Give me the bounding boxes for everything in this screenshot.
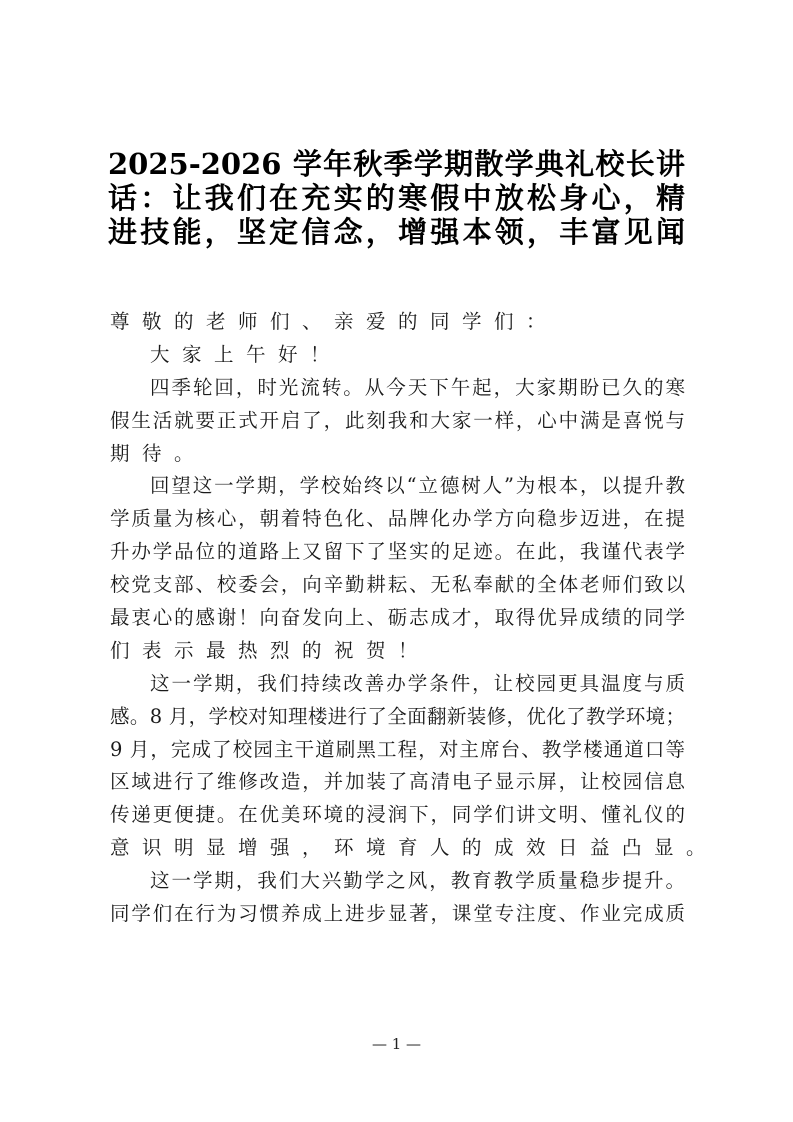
page-number: — 1 — bbox=[371, 1035, 422, 1053]
body-line: 四季轮回，时光流转。从今天下午起，大家期盼已久的寒 bbox=[150, 375, 685, 399]
body-line: 区域进行了维修改造，并加装了高清电子显示屏，让校园信息 bbox=[110, 770, 685, 794]
body-line: 9 月，完成了校园主干道刷黑工程，对主席台、教学楼通道口等 bbox=[110, 737, 685, 761]
body-line: 这一学期，我们大兴勤学之风，教育教学质量稳步提升。 bbox=[150, 869, 685, 893]
body-line: 大家上午好！ bbox=[150, 342, 343, 366]
body-line: 回望这一学期，学校始终以“立德树人”为根本，以提升教 bbox=[150, 474, 685, 498]
title-line-2: 话：让我们在充实的寒假中放松身心，精 bbox=[108, 181, 685, 215]
title-line-3: 进技能，坚定信念，增强本领，丰富见闻 bbox=[108, 215, 685, 249]
body-line: 假生活就要正式开启了，此刻我和大家一样，心中满是喜悦与 bbox=[110, 408, 685, 432]
body-line: 们表示最热烈的祝贺！ bbox=[110, 638, 431, 662]
body-line: 感。8 月，学校对知理楼进行了全面翻新装修，优化了教学环境； bbox=[110, 704, 685, 728]
body-line: 意识明显增强，环境育人的成效日益凸显。 bbox=[110, 836, 719, 860]
body-line: 同学们在行为习惯养成上进步显著，课堂专注度、作业完成质 bbox=[110, 902, 685, 926]
body-line: 最衷心的感谢！向奋发向上、砺志成才，取得优异成绩的同学 bbox=[110, 606, 685, 630]
body-line: 这一学期，我们持续改善办学条件，让校园更具温度与质 bbox=[150, 671, 685, 695]
body-line: 传递更便捷。在优美环境的浸润下，同学们讲文明、懂礼仪的 bbox=[110, 803, 685, 827]
body-line: 期待。 bbox=[110, 441, 207, 465]
title-line-1: 2025-2026 学年秋季学期散学典礼校长讲 bbox=[108, 147, 685, 181]
body-line: 尊敬的老师们、亲爱的同学们： bbox=[110, 310, 559, 333]
body-line: 学质量为核心，朝着特色化、品牌化办学方向稳步迈进，在提 bbox=[110, 507, 685, 531]
body-line: 升办学品位的道路上又留下了坚实的足迹。在此，我谨代表学 bbox=[110, 540, 685, 564]
speech-body bbox=[110, 306, 719, 931]
document-title bbox=[108, 147, 685, 249]
body-line: 校党支部、校委会，向辛勤耕耘、无私奉献的全体老师们致以 bbox=[110, 573, 685, 597]
